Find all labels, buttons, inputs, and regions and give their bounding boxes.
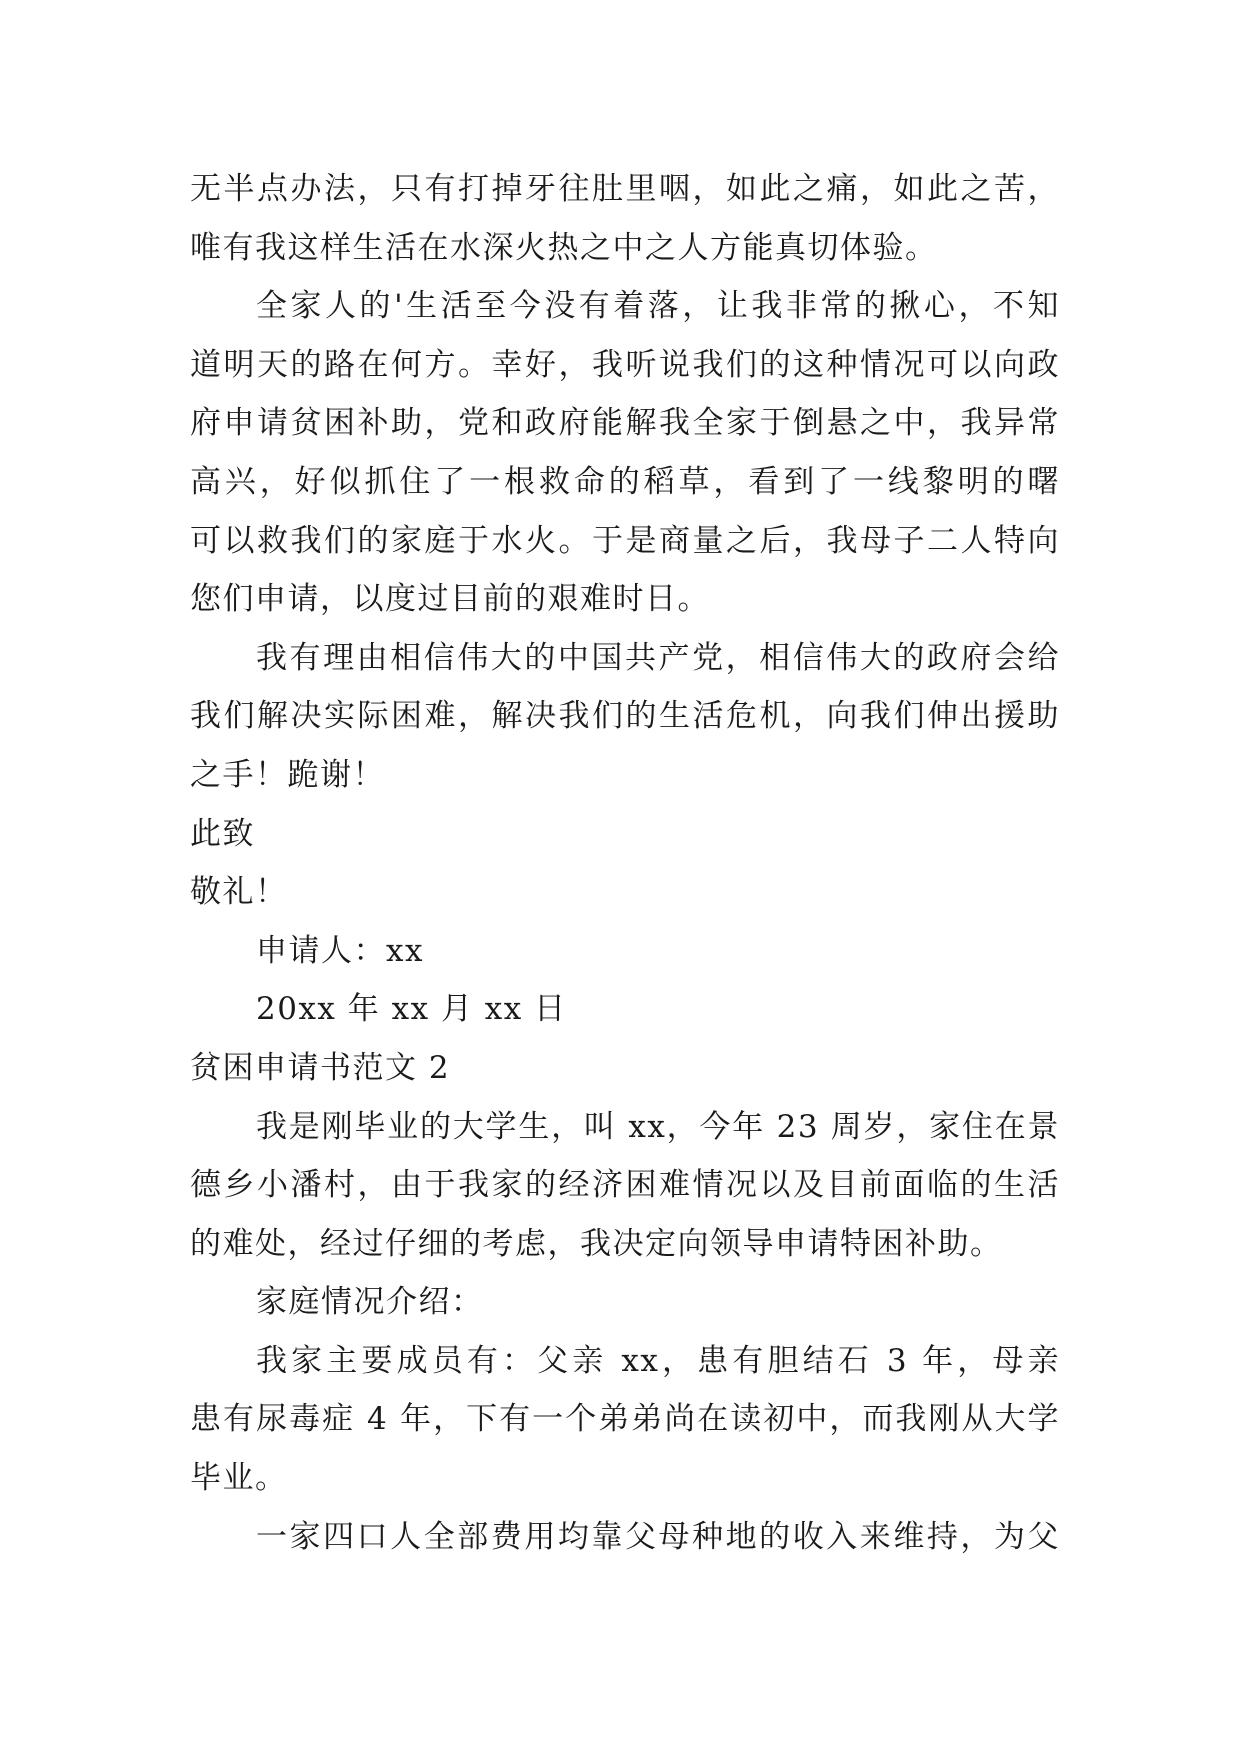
text-line: 可以救我们的家庭于水火。于是商量之后，我母子二人特向 [190, 522, 1060, 559]
paragraph-start-line: 我家主要成员有：父亲 xx，患有胆结石 3 年，母亲 [256, 1342, 1060, 1379]
closing-line: 此致 [190, 815, 255, 852]
text-line: 唯有我这样生活在水深火热之中之人方能真切体验。 [190, 229, 938, 266]
text-line: 无半点办法，只有打掉牙往肚里咽，如此之痛，如此之苦， [190, 171, 1060, 207]
document-body [190, 160, 1060, 1566]
text-line: 毕业。 [190, 1460, 288, 1497]
text-line: 的难处，经过仔细的考虑，我决定向领导申请特困补助。 [190, 1225, 1003, 1262]
subheading-line: 家庭情况介绍： [256, 1284, 484, 1321]
text-line: 患有尿毒症 4 年，下有一个弟弟尚在读初中，而我刚从大学 [190, 1401, 1060, 1438]
closing-salutation: 敬礼！ [190, 874, 288, 911]
paragraph-start-line: 一家四口人全部费用均靠父母种地的收入来维持，为父 [256, 1518, 1060, 1555]
text-line: 您们申请，以度过目前的艰难时日。 [190, 581, 710, 618]
paragraph-start-line: 我有理由相信伟大的中国共产党，相信伟大的政府会给 [256, 639, 1060, 676]
text-line: 我们解决实际困难，解决我们的生活危机，向我们伸出援助 [190, 698, 1060, 735]
applicant-line: 申请人：xx [256, 932, 424, 969]
paragraph-start-line: 全家人的'生活至今没有着落，让我非常的揪心，不知 [256, 288, 1060, 325]
date-line: 20xx 年 xx 月 xx 日 [256, 991, 567, 1028]
paragraph-start-line: 我是刚毕业的大学生，叫 xx，今年 23 周岁，家住在景 [256, 1108, 1060, 1145]
text-line: 道明天的路在何方。幸好，我听说我们的这种情况可以向政 [190, 346, 1060, 383]
text-line: 府申请贫困补助，党和政府能解我全家于倒悬之中，我异常 [190, 405, 1060, 442]
text-line: 德乡小潘村，由于我家的经济困难情况以及目前面临的生活 [190, 1167, 1060, 1204]
text-line: 之手！跪谢！ [190, 756, 385, 793]
section-heading: 贫困申请书范文 2 [190, 1049, 451, 1086]
text-line: 高兴，好似抓住了一根救命的稻草，看到了一线黎明的曙 [190, 463, 1060, 500]
